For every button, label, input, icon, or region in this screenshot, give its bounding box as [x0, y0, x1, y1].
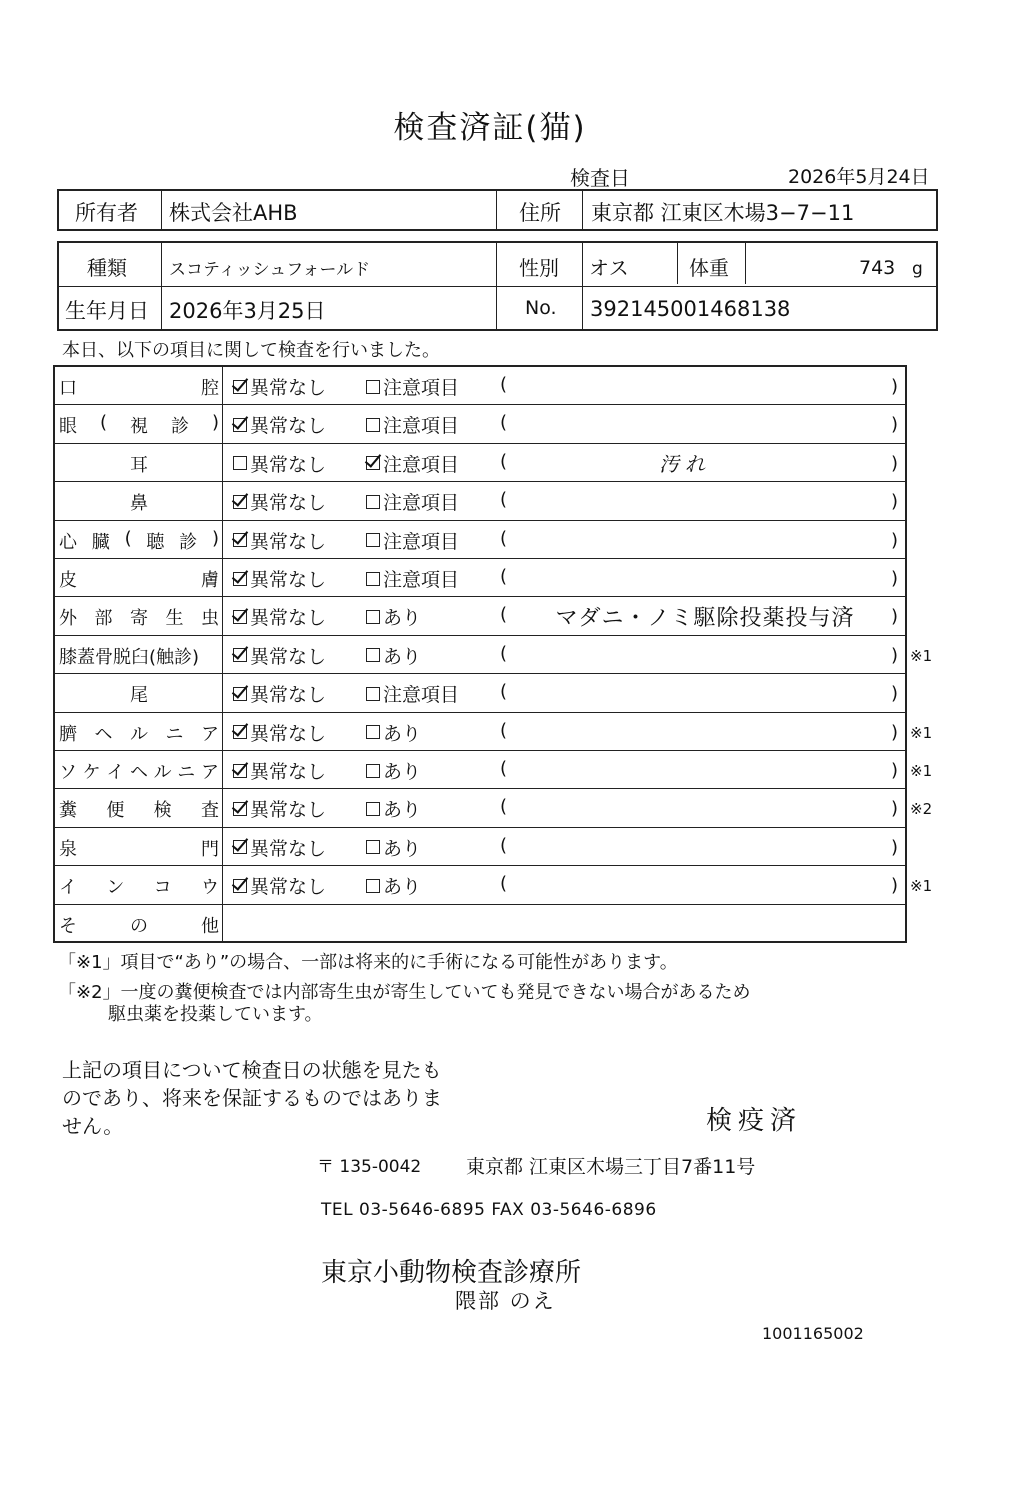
left-paren: ( — [500, 527, 508, 549]
label-char: ( — [99, 412, 108, 434]
normal-checkbox-option — [233, 834, 326, 861]
option-label: 異常なし — [250, 684, 327, 707]
footnote-marker: ※1 — [910, 762, 933, 780]
label-char: 検 — [153, 800, 172, 822]
postal-code: 〒 135-0042 — [317, 1157, 422, 1177]
label-char: 臓 — [91, 531, 110, 553]
label-char: 外 — [59, 608, 77, 630]
option-label: 異常なし — [250, 837, 327, 860]
finding-checkbox-option — [366, 450, 459, 477]
option-label: あり — [383, 761, 422, 783]
option-label: あり — [383, 645, 422, 668]
label-char: 部 — [94, 608, 113, 630]
sex-label: 性別 — [519, 256, 559, 280]
label-char: ン — [106, 877, 125, 899]
owner-label: 所有者 — [75, 201, 138, 225]
option-label: 異常なし — [250, 377, 327, 399]
inspection-row — [55, 521, 905, 559]
label-char: ヘ — [94, 723, 113, 745]
weight-label: 体重 — [689, 256, 729, 280]
option-label: 異常なし — [250, 569, 327, 591]
checked-box-icon[interactable] — [233, 418, 247, 432]
inspection-row — [55, 405, 905, 443]
option-label: 異常なし — [250, 645, 327, 668]
inspection-row — [55, 559, 905, 597]
inspection-row — [55, 482, 905, 520]
inspection-row — [55, 751, 905, 789]
finding-checkbox-option — [366, 872, 421, 899]
inspection-item-label — [59, 758, 219, 784]
label-char: ア — [201, 723, 219, 745]
finding-checkbox-option — [366, 719, 421, 746]
left-paren: ( — [500, 450, 508, 472]
footnote-marker: ※1 — [910, 646, 933, 665]
birth-label: 生年月日 — [65, 299, 149, 323]
finding-checkbox-option — [366, 527, 459, 554]
finding-checkbox-option — [366, 603, 421, 630]
label-char: ケ — [82, 762, 101, 783]
sex-value: オス — [589, 256, 629, 280]
animal-box — [57, 241, 938, 331]
inspection-item-label — [59, 912, 219, 938]
label-char: ヘ — [129, 762, 148, 783]
checked-box-icon[interactable] — [233, 380, 247, 394]
label-char: 口 — [59, 378, 77, 399]
label-char: 耳 — [130, 454, 148, 476]
label-char: 腔 — [201, 378, 219, 399]
label-char: ウ — [200, 877, 219, 899]
footnote-2-continued: 駆虫薬を投薬しています。 — [108, 1004, 323, 1025]
option-label: 注意項目 — [383, 492, 460, 515]
label-char: コ — [153, 877, 172, 899]
exam-date: 2026年5月24日 — [788, 166, 930, 188]
label-char: 診 — [170, 416, 189, 438]
inspection-row — [55, 636, 905, 674]
finding-checkbox-option — [366, 411, 459, 438]
inspection-item-label — [59, 643, 219, 669]
empty-box-icon[interactable] — [366, 764, 380, 778]
inspection-item-label — [59, 412, 219, 438]
option-label: 異常なし — [250, 799, 327, 822]
finding-checkbox-option — [366, 373, 459, 400]
inspection-row — [55, 905, 905, 943]
option-label: 異常なし — [250, 492, 327, 515]
right-paren: ) — [891, 491, 899, 513]
label-char: 査 — [200, 800, 219, 822]
empty-box-icon[interactable] — [366, 610, 380, 624]
label-char: 泉 — [59, 838, 77, 860]
normal-checkbox-option — [233, 411, 326, 438]
label-char: ( — [124, 527, 132, 549]
option-label: 異常なし — [250, 607, 327, 630]
empty-box-icon[interactable] — [366, 879, 380, 893]
checked-box-icon[interactable] — [366, 456, 380, 470]
finding-checkbox-option — [366, 680, 459, 707]
address-value: 東京都 江東区木場3−7−11 — [591, 201, 855, 225]
label-char: ニ — [177, 762, 196, 783]
label-char: 生 — [165, 608, 184, 630]
option-label: 異常なし — [250, 530, 327, 553]
clinic-name: 東京小動物検査診療所 — [321, 1258, 582, 1288]
option-label: 注意項目 — [383, 453, 460, 476]
option-label: あり — [383, 722, 422, 745]
option-label: あり — [383, 837, 422, 860]
right-paren: ) — [891, 683, 899, 705]
quarantine-stamp: 検疫済 — [706, 1106, 803, 1136]
empty-box-icon[interactable] — [366, 840, 380, 854]
right-paren: ) — [891, 760, 899, 781]
finding-note: マダニ・ノミ駆除投薬投与済 — [555, 606, 855, 632]
right-paren: ) — [891, 452, 899, 474]
left-paren: ( — [500, 604, 508, 626]
inspection-item-label — [59, 604, 219, 630]
inspection-item-label — [59, 873, 219, 899]
left-paren: ( — [500, 873, 508, 895]
document-title: 検査済証(猫) — [393, 110, 587, 146]
right-paren: ) — [891, 568, 899, 589]
checked-box-icon[interactable] — [233, 687, 247, 701]
normal-checkbox-option — [233, 527, 326, 554]
empty-box-icon[interactable] — [366, 725, 380, 739]
empty-box-icon[interactable] — [366, 648, 380, 662]
label-char: 糞 — [59, 800, 77, 822]
left-paren: ( — [500, 566, 508, 587]
normal-checkbox-option — [233, 757, 326, 784]
no-label: No. — [525, 297, 557, 319]
option-label: あり — [383, 799, 422, 822]
right-paren: ) — [891, 606, 899, 628]
empty-box-icon[interactable] — [366, 802, 380, 816]
right-paren: ) — [891, 644, 899, 666]
option-label: 異常なし — [250, 722, 327, 745]
clinic-address: 東京都 江東区木場三丁目7番11号 — [466, 1156, 756, 1178]
inspection-item-label — [59, 720, 219, 746]
label-char: 虫 — [201, 608, 219, 630]
label-char: 膚 — [201, 570, 219, 591]
right-paren: ) — [891, 721, 899, 743]
checked-box-icon[interactable] — [233, 879, 247, 893]
inspection-row — [55, 713, 905, 751]
option-label: 注意項目 — [383, 530, 460, 553]
finding-note: 汚れ — [659, 451, 711, 476]
normal-checkbox-option — [233, 373, 326, 400]
inspection-item-label — [59, 528, 219, 554]
empty-box-icon[interactable] — [366, 418, 380, 432]
inspection-row — [55, 444, 905, 482]
label-char: ル — [130, 723, 148, 745]
normal-checkbox-option — [233, 680, 326, 707]
label-char: 鼻 — [130, 493, 148, 515]
inspection-row — [55, 597, 905, 635]
label-char: 寄 — [130, 608, 148, 630]
left-paren: ( — [500, 489, 508, 511]
right-paren: ) — [891, 836, 899, 858]
label-char: 聴 — [146, 531, 165, 553]
owner-box — [57, 189, 938, 231]
label-char: 視 — [130, 416, 148, 438]
option-label: 注意項目 — [383, 684, 460, 707]
option-label: 異常なし — [250, 415, 327, 438]
breed-value: スコティッシュフォールド — [169, 260, 371, 280]
inspection-row — [55, 674, 905, 712]
weight-value: 743 — [859, 257, 896, 279]
empty-box-icon[interactable] — [366, 687, 380, 701]
no-value: 392145001468138 — [590, 297, 791, 321]
checked-box-icon[interactable] — [233, 648, 247, 662]
label-char: 臍 — [59, 723, 77, 745]
option-label: あり — [383, 607, 422, 630]
label-char: 心 — [59, 531, 77, 553]
inspection-item-label — [59, 489, 219, 515]
left-paren: ( — [500, 758, 508, 779]
checked-box-icon[interactable] — [233, 840, 247, 854]
right-paren: ) — [891, 376, 899, 397]
inspection-row — [55, 828, 905, 866]
clinic-phone-fax: TEL 03-5646-6895 FAX 03-5646-6896 — [321, 1200, 657, 1220]
option-label: 注意項目 — [383, 569, 460, 591]
normal-checkbox-option — [233, 565, 326, 592]
empty-box-icon[interactable] — [366, 380, 380, 394]
label-char: 尾 — [130, 685, 148, 707]
option-label: あり — [383, 876, 422, 899]
label-char: ル — [153, 762, 172, 783]
disclaimer: 上記の項目について検査日の状態を見たものであり、将来を保証するものではありません。 — [62, 1058, 442, 1138]
label-char: 皮 — [59, 570, 77, 591]
checked-box-icon[interactable] — [233, 495, 247, 509]
label-char: の — [130, 915, 148, 937]
left-paren: ( — [500, 412, 508, 434]
label-char: ソ — [59, 762, 77, 783]
label-char: 診 — [179, 531, 198, 553]
normal-checkbox-option — [233, 719, 326, 746]
left-paren: ( — [500, 374, 508, 395]
option-label: 異常なし — [250, 453, 327, 476]
exam-date-label: 検査日 — [570, 166, 630, 190]
left-paren: ( — [500, 834, 508, 856]
right-paren: ) — [891, 875, 899, 897]
label-char: 眼 — [59, 416, 77, 438]
label-char: イ — [106, 762, 125, 783]
right-paren: ) — [891, 529, 899, 551]
label-char: ) — [211, 412, 219, 434]
inspection-item-label — [59, 681, 219, 707]
option-label: 異常なし — [250, 876, 327, 899]
footnote-marker: ※1 — [910, 877, 933, 896]
checked-box-icon[interactable] — [233, 610, 247, 624]
label-char: ニ — [165, 723, 184, 745]
owner-value: 株式会社AHB — [169, 201, 298, 225]
breed-label: 種類 — [87, 256, 127, 280]
right-paren: ) — [891, 798, 899, 820]
inspection-table — [53, 365, 907, 943]
normal-checkbox-option — [233, 488, 326, 515]
normal-checkbox-option — [233, 795, 326, 822]
footnote-marker: ※2 — [910, 800, 933, 819]
empty-box-icon[interactable] — [366, 533, 380, 547]
label-char: そ — [59, 915, 77, 937]
label-char: ア — [200, 762, 219, 783]
birth-value: 2026年3月25日 — [169, 299, 326, 323]
option-label: 異常なし — [250, 761, 327, 783]
inspection-item-label — [59, 374, 219, 400]
label-char: ) — [211, 527, 219, 549]
inspection-item-label — [59, 835, 219, 861]
checked-box-icon[interactable] — [233, 572, 247, 586]
weight-unit: g — [912, 259, 923, 279]
normal-checkbox-option — [233, 450, 326, 477]
finding-checkbox-option — [366, 757, 421, 784]
empty-box-icon[interactable] — [366, 495, 380, 509]
finding-checkbox-option — [366, 642, 421, 669]
inspection-row — [55, 789, 905, 827]
inspection-item-label — [59, 451, 219, 477]
option-label: 注意項目 — [383, 415, 460, 438]
label-char: 便 — [106, 800, 125, 822]
checked-box-icon[interactable] — [233, 725, 247, 739]
empty-box-icon[interactable] — [366, 572, 380, 586]
left-paren: ( — [500, 719, 508, 741]
finding-checkbox-option — [366, 488, 459, 515]
inspector-name: 隈部 のえ — [455, 1289, 556, 1313]
normal-checkbox-option — [233, 872, 326, 899]
label-char: イ — [59, 877, 77, 899]
left-paren: ( — [500, 796, 508, 818]
inspection-item-label — [59, 566, 219, 592]
label-char: 門 — [201, 838, 219, 860]
option-label: 注意項目 — [383, 377, 460, 399]
footnote-marker: ※1 — [910, 723, 933, 742]
checked-box-icon[interactable] — [233, 533, 247, 547]
checked-box-icon[interactable] — [233, 764, 247, 778]
left-paren: ( — [500, 642, 508, 664]
intro-text: 本日、以下の項目に関して検査を行いました。 — [62, 340, 440, 361]
normal-checkbox-option — [233, 603, 326, 630]
left-paren: ( — [500, 681, 508, 703]
document-code: 1001165002 — [762, 1324, 864, 1343]
inspection-row — [55, 367, 905, 405]
footnote-1: 「※1」項目で“あり”の場合、一部は将来的に手術になる可能性があります。 — [58, 952, 678, 973]
right-paren: ) — [891, 414, 899, 436]
label-char: 他 — [201, 915, 219, 937]
normal-checkbox-option — [233, 642, 326, 669]
checked-box-icon[interactable] — [233, 802, 247, 816]
label-char: 膝蓋骨脱臼(触診) — [59, 646, 200, 668]
empty-box-icon[interactable] — [233, 456, 247, 470]
finding-checkbox-option — [366, 795, 421, 822]
finding-checkbox-option — [366, 834, 421, 861]
finding-checkbox-option — [366, 565, 459, 592]
address-label: 住所 — [519, 201, 561, 225]
inspection-row — [55, 866, 905, 904]
inspection-item-label — [59, 796, 219, 822]
footnote-2: 「※2」一度の糞便検査では内部寄生虫が寄生していても発見できない場合があるため — [58, 982, 751, 1003]
